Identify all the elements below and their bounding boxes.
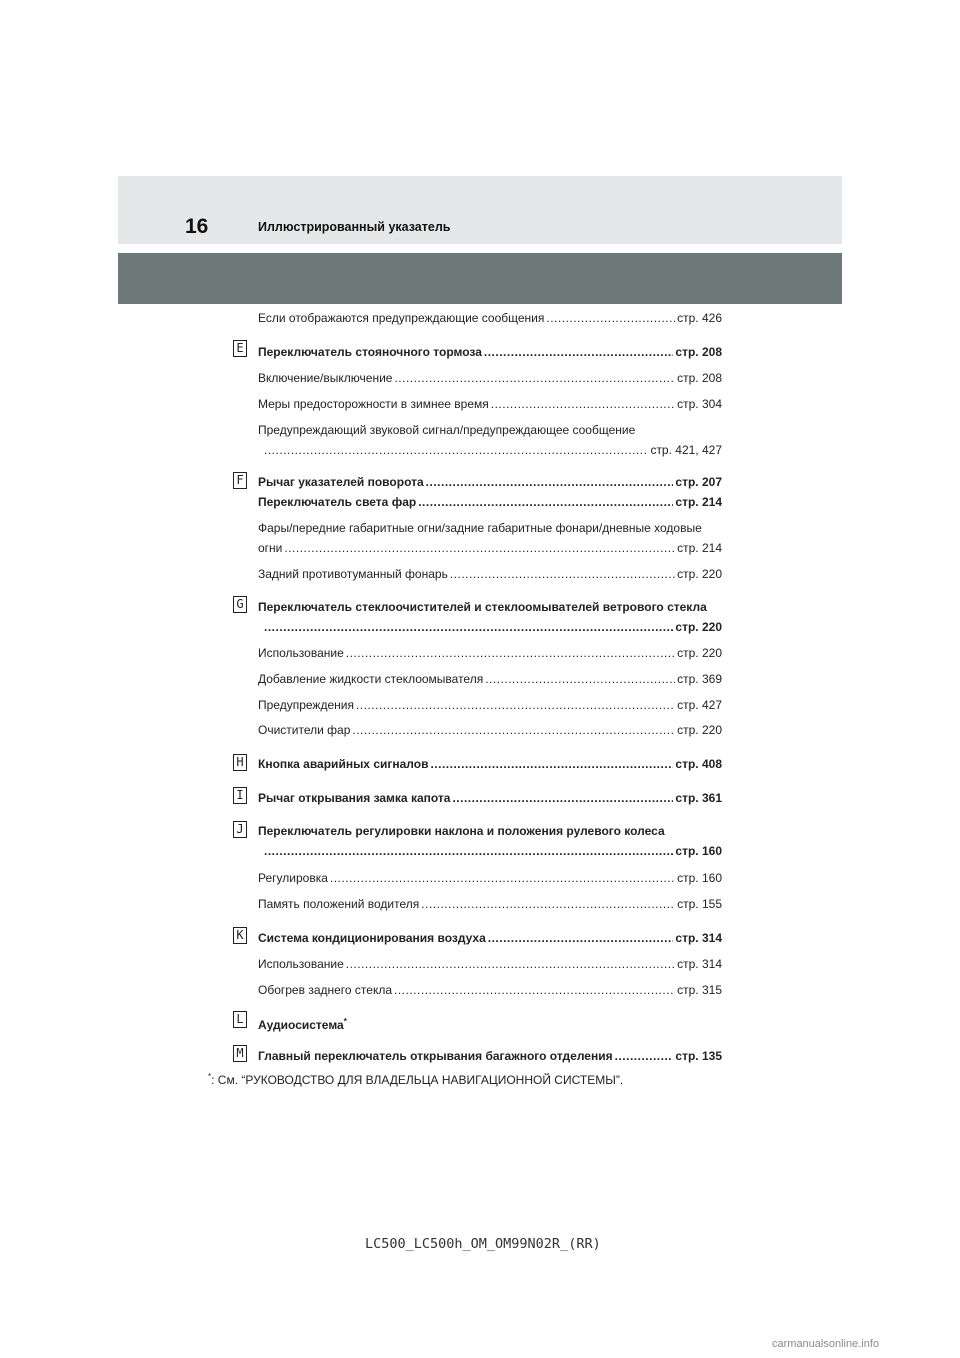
index-letter-i: I [233, 787, 247, 804]
index-letter-j: J [233, 821, 247, 838]
index-entry[interactable]: Добавление жидкости стеклоомывателя ..... стр. 369 [258, 671, 722, 687]
footnote [208, 1072, 623, 1087]
index-entry[interactable]: Задний противотуманный фонарь ..... стр. 220 [258, 566, 722, 582]
index-letter-h: H [233, 754, 247, 771]
index-letter-m: M [233, 1045, 247, 1062]
index-entry[interactable]: Рычаг указателей поворота ..... стр. 207 [258, 474, 722, 490]
index-entry[interactable]: Кнопка аварийных сигналов ..... стр. 408 [258, 756, 722, 772]
index-entry[interactable]: Фары/передние габаритные огни/задние габаритные фонари/дневные ходовые огни ..... стр. 214 [258, 520, 722, 556]
index-letter-f: F [233, 472, 247, 489]
index-entry[interactable]: Система кондиционирования воздуха ..... стр. 314 [258, 930, 722, 946]
footnote-text: : См. “РУКОВОДСТВО ДЛЯ ВЛАДЕЛЬЦА НАВИГАЦИОННОЙ СИСТЕМЫ”. [211, 1073, 624, 1087]
footnote-marker: * [343, 1017, 347, 1026]
index-entry[interactable]: Очистители фар ..... стр. 220 [258, 722, 722, 738]
index-entry[interactable]: Переключатель света фар ..... стр. 214 [258, 494, 722, 510]
index-entry[interactable]: Обогрев заднего стекла ..... стр. 315 [258, 982, 722, 998]
header-band [118, 176, 842, 244]
index-letter-l: L [233, 1011, 247, 1028]
index-entry[interactable]: Память положений водителя ..... стр. 155 [258, 896, 722, 912]
index-letter-k: K [233, 927, 247, 944]
index-entry[interactable]: Использование ..... стр. 220 [258, 645, 722, 661]
index-entry[interactable]: Главный переключатель открывания багажного отделения ..... стр. 135 [258, 1048, 722, 1064]
index-entry[interactable]: Аудиосистема* [258, 1017, 347, 1032]
index-entry[interactable]: Регулировка ..... стр. 160 [258, 870, 722, 886]
index-entry[interactable]: Предупреждающий звуковой сигнал/предупреждающее сообщение ..... стр. 421, 427 [258, 422, 722, 458]
index-entry[interactable]: Переключатель стояночного тормоза ..... стр. 208 [258, 344, 722, 360]
index-entry[interactable]: Предупреждения ..... стр. 427 [258, 697, 722, 713]
footnote-mark: * [208, 1072, 212, 1081]
section-title: Иллюстрированный указатель [258, 220, 451, 234]
section-band [118, 253, 842, 304]
index-entry[interactable]: Переключатель регулировки наклона и положения рулевого колеса ..... стр. 160 [258, 823, 722, 859]
index-entry[interactable]: Включение/выключение ..... стр. 208 [258, 370, 722, 386]
index-letter-g: G [233, 596, 247, 613]
page-number: 16 [185, 215, 209, 238]
index-entry[interactable]: Рычаг открывания замка капота ..... стр. 361 [258, 790, 722, 806]
index-entry[interactable]: Меры предосторожности в зимнее время ..... стр. 304 [258, 396, 722, 412]
index-entry[interactable]: Если отображаются предупреждающие сообщения ..... стр. 426 [258, 310, 722, 326]
index-letter-e: E [233, 340, 247, 357]
index-entry[interactable]: Использование ..... стр. 314 [258, 956, 722, 972]
index-entry[interactable]: Переключатель стеклоочистителей и стеклоомывателей ветрового стекла ..... стр. 220 [258, 599, 722, 635]
document-code: LC500_LC500h_OM_OM99N02R_(RR) [365, 1236, 601, 1252]
watermark: carmanualsonline.info [772, 1338, 880, 1350]
